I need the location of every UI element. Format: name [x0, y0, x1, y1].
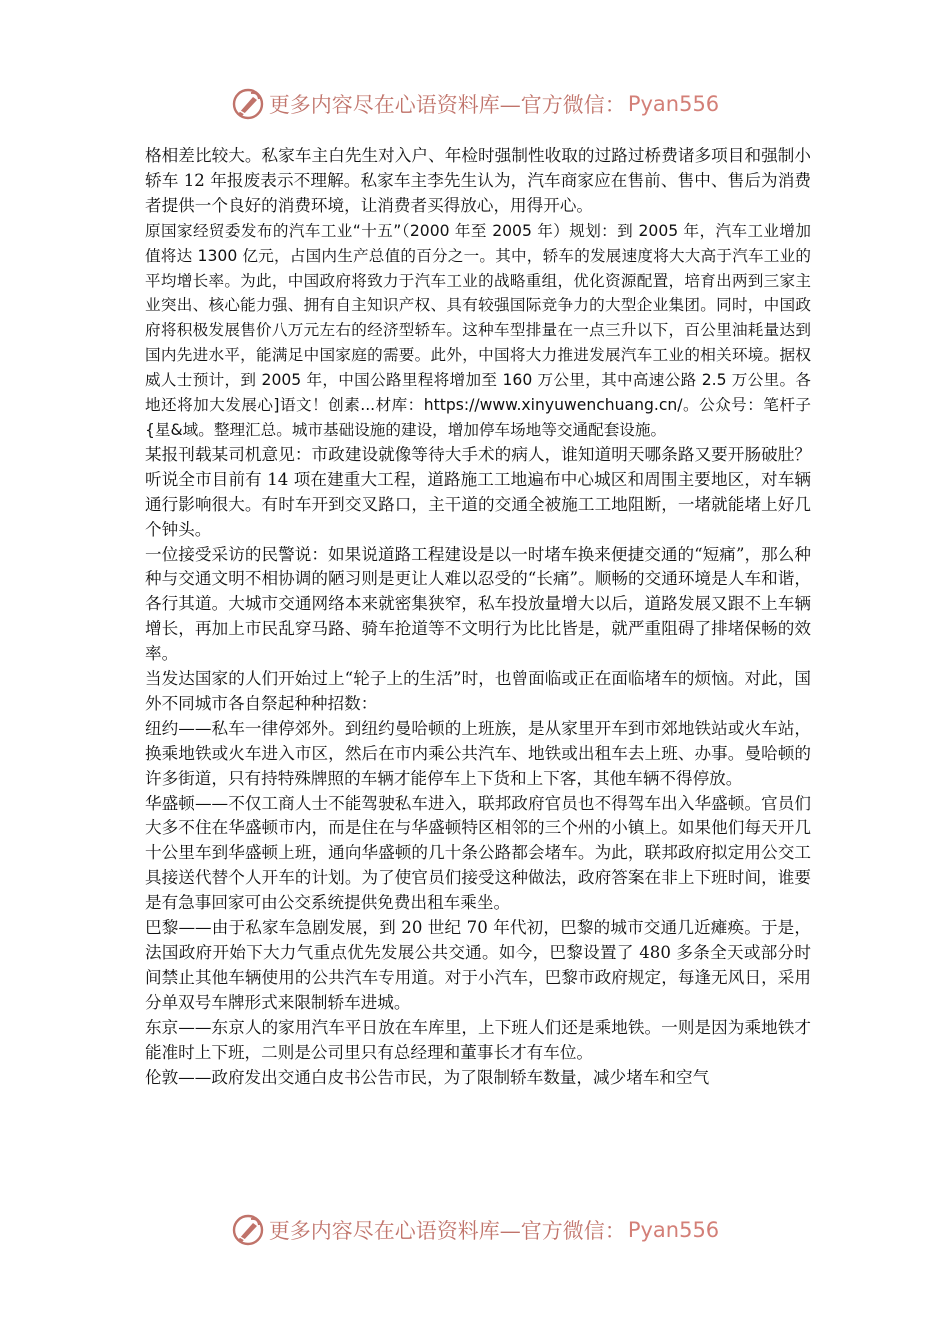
document-body [145, 144, 811, 1090]
header-watermark-banner [0, 82, 950, 126]
paragraph: 当发达国家的人们开始过上“轮子上的生活”时，也曾面临或正在面临堵车的烦恼。对此，国外不同城市各自祭起种种招数： [145, 669, 811, 713]
banner-text: 更多内容尽在心语资料库—官方微信： [268, 1219, 626, 1243]
paragraph: 原国家经贸委发布的汽车工业“十五”（2000 年至 2005 年）规划：到 2005 年，汽车工业增加值将达 1300 亿元，占国内生产总值的百分之一。其中，轿车的发展速度将大大高于汽车工业的平均增长率。为此，中国政府将致力于汽车工业的战略重组，优化资源配置，培育出两到三家主业突出、核心能力强、拥有自主知识产权、具有较强国际竞争力的大型企业集团。同时，中国政府将积极发展售价八万元左右的经济型轿车。这种车型排量在一点三升以下，百公里油耗量达到国内先进水平，能满足中国家庭的需要。此外，中国将大力推进发展汽车工业的相关环境。据权威人士预计，到 2005 年，中国公路里程将增加至 160 万公里，其中高速公路 2.5 万公里。各地还将加大发展心]语文！创素...材库：https://www.xinyuwenchuang.cn/。公众号：笔杆子{星&域。整理汇总。城市基础设施的建设，增加停车场地等交通配套设施。 [145, 221, 811, 439]
paragraph: 东京——东京人的家用汽车平日放在车库里，上下班人们还是乘地铁。一则是因为乘地铁才能准时上下班，二则是公司里只有总经理和董事长才有车位。 [145, 1017, 811, 1062]
banner-text: 更多内容尽在心语资料库—官方微信： [268, 93, 626, 117]
wechat-id: Pyan556 [627, 1218, 720, 1242]
footer-watermark-banner [0, 1208, 950, 1252]
paragraph: 某报刊载某司机意见：市政建设就像等待大手术的病人，谁知道明天哪条路又要开肠破肚？听说全市目前有 14 项在建重大工程，道路施工工地遍布中心城区和周围主要地区，对车辆通行影响很大。有时车开到交叉路口，主干道的交通全被施工工地阻断，一堵就能堵上好几个钟头。 [145, 444, 811, 539]
pen-logo-icon [231, 87, 265, 121]
paragraph: 华盛顿——不仅工商人士不能驾驶私车进入，联邦政府官员也不得驾车出入华盛顿。官员们大多不住在华盛顿市内，而是住在与华盛顿特区相邻的三个州的小镇上。如果他们每天开几十公里车到华盛顿上班，通向华盛顿的几十条公路都会堵车。为此，联邦政府拟定用公交工具接送代替个人开车的计划。为了使官员们接受这种做法，政府答案在非上下班时间，谁要是有急事回家可由公交系统提供免费出租车乘坐。 [145, 793, 811, 913]
paragraph: 巴黎——由于私家车急剧发展，到 20 世纪 70 年代初，巴黎的城市交通几近瘫痪。于是，法国政府开始下大力气重点优先发展公共交通。如今，巴黎设置了 480 多条全天或部分时间禁止其他车辆使用的公共汽车专用道。对于小汽车，巴黎市政府规定，每逢无风日，采用分单双号车牌形式来限制轿车进城。 [145, 918, 811, 1012]
paragraph: 格相差比较大。私家车主白先生对入户、年检时强制性收取的过路过桥费诸多项目和强制小轿车 12 年报废表示不理解。私家车主李先生认为，汽车商家应在售前、售中、售后为消费者提供一个良好的消费环境，让消费者买得放心，用得开心。 [145, 146, 811, 215]
wechat-id: Pyan556 [627, 92, 720, 116]
paragraph: 纽约——私车一律停郊外。到纽约曼哈顿的上班族，是从家里开车到市郊地铁站或火车站，换乘地铁或火车进入市区，然后在市内乘公共汽车、地铁或出租车去上班、办事。曼哈顿的许多街道，只有持特殊牌照的车辆才能停车上下货和上下客，其他车辆不得停放。 [145, 718, 811, 788]
paragraph: 伦敦——政府发出交通白皮书公告市民，为了限制轿车数量，减少堵车和空气 [145, 1067, 710, 1087]
pen-logo-icon [231, 1213, 265, 1247]
paragraph: 一位接受采访的民警说：如果说道路工程建设是以一时堵车换来便捷交通的“短痛”，那么种种与交通文明不相协调的陋习则是更让人难以忍受的“长痛”。顺畅的交通环境是人车和谐，各行其道。大城市交通网络本来就密集狭窄，私车投放量增大以后，道路发展又跟不上车辆增长，再加上市民乱穿马路、骑车抢道等不文明行为比比皆是，就严重阻碍了排堵保畅的效率。 [145, 544, 811, 664]
